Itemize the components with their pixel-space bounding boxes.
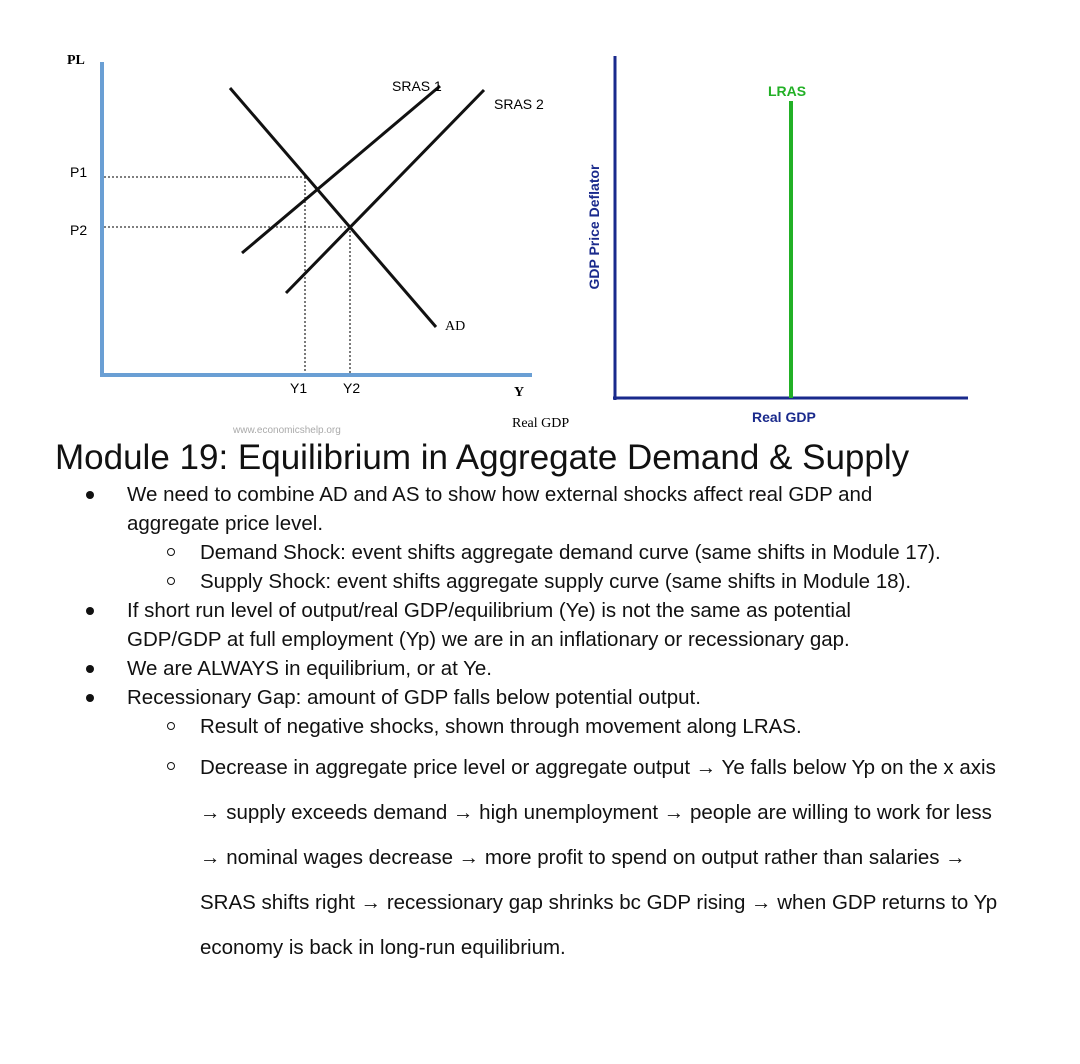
sub-bullet-text: Supply Shock: event shifts aggregate supply curve (same shifts in Module 18). xyxy=(200,570,912,593)
ad-as-chart xyxy=(67,53,569,436)
sras1-curve xyxy=(242,86,440,253)
ad-label: AD xyxy=(445,319,466,334)
sub-list xyxy=(127,538,1080,596)
sub-bullet-text: Result of negative shocks, shown through movement along LRAS. xyxy=(200,715,802,738)
figure-area xyxy=(0,0,1080,440)
sub-list xyxy=(127,712,1080,970)
sub-bullet-negative-shocks xyxy=(127,712,1080,741)
bullet-always-equilibrium xyxy=(0,654,1080,683)
module-title: Module 19: Equilibrium in Aggregate Demand & Supply xyxy=(55,438,910,477)
watermark: www.economicshelp.org xyxy=(233,425,341,436)
bullet-gap-definition xyxy=(0,596,1080,654)
sub-bullet-text: Demand Shock: event shifts aggregate demand curve (same shifts in Module 17). xyxy=(200,541,941,564)
sras2-label: SRAS 2 xyxy=(494,96,544,112)
real-gdp-axis-label: Real GDP xyxy=(752,409,816,425)
bullet-text: Recessionary Gap: amount of GDP falls below potential output. xyxy=(127,686,701,709)
sub-bullet-text: Decrease in aggregate price level or aggregate output → Ye falls below Yp on the x axis → supply exceeds demand → high unemployment → people are willing to work for less → nominal wages decrease → more profit to spend on output rather than salaries → SRAS shifts right → recessionary gap shrinks bc GDP rising → when GDP returns to Yp economy is back in long-run equilibrium. xyxy=(200,756,998,959)
lras-chart xyxy=(586,56,968,425)
y2-label: Y2 xyxy=(343,380,361,396)
bullet-text: We are ALWAYS in equilibrium, or at Ye. xyxy=(127,657,493,680)
sub-bullet-supply-shock xyxy=(127,567,1080,596)
sub-bullet-adjustment-process xyxy=(127,745,1080,970)
p2-label: P2 xyxy=(70,222,88,238)
p1-label: P1 xyxy=(70,164,88,180)
bullet-recessionary-gap xyxy=(0,683,1080,970)
lras-label: LRAS xyxy=(768,83,807,99)
sras1-label: SRAS 1 xyxy=(392,78,442,94)
sub-bullet-demand-shock xyxy=(127,538,1080,567)
y-axis-end-label: Y xyxy=(514,385,525,400)
ad-curve xyxy=(230,88,436,327)
notes-list xyxy=(0,480,1080,970)
bullet-text: If short run level of output/real GDP/equilibrium (Ye) is not the same as potential GDP/GDP at full employment (Yp) we are in an inflationary or recessionary gap. xyxy=(127,599,851,651)
bullet-text: We need to combine AD and AS to show how external shocks affect real GDP and aggregate price level. xyxy=(127,483,873,535)
bullet-combine-ad-as xyxy=(0,480,1080,596)
real-gdp-caption: Real GDP xyxy=(512,416,570,431)
pl-axis-label: PL xyxy=(67,53,85,68)
y1-label: Y1 xyxy=(290,380,308,396)
gdp-price-deflator-label: GDP Price Deflator xyxy=(586,164,602,290)
